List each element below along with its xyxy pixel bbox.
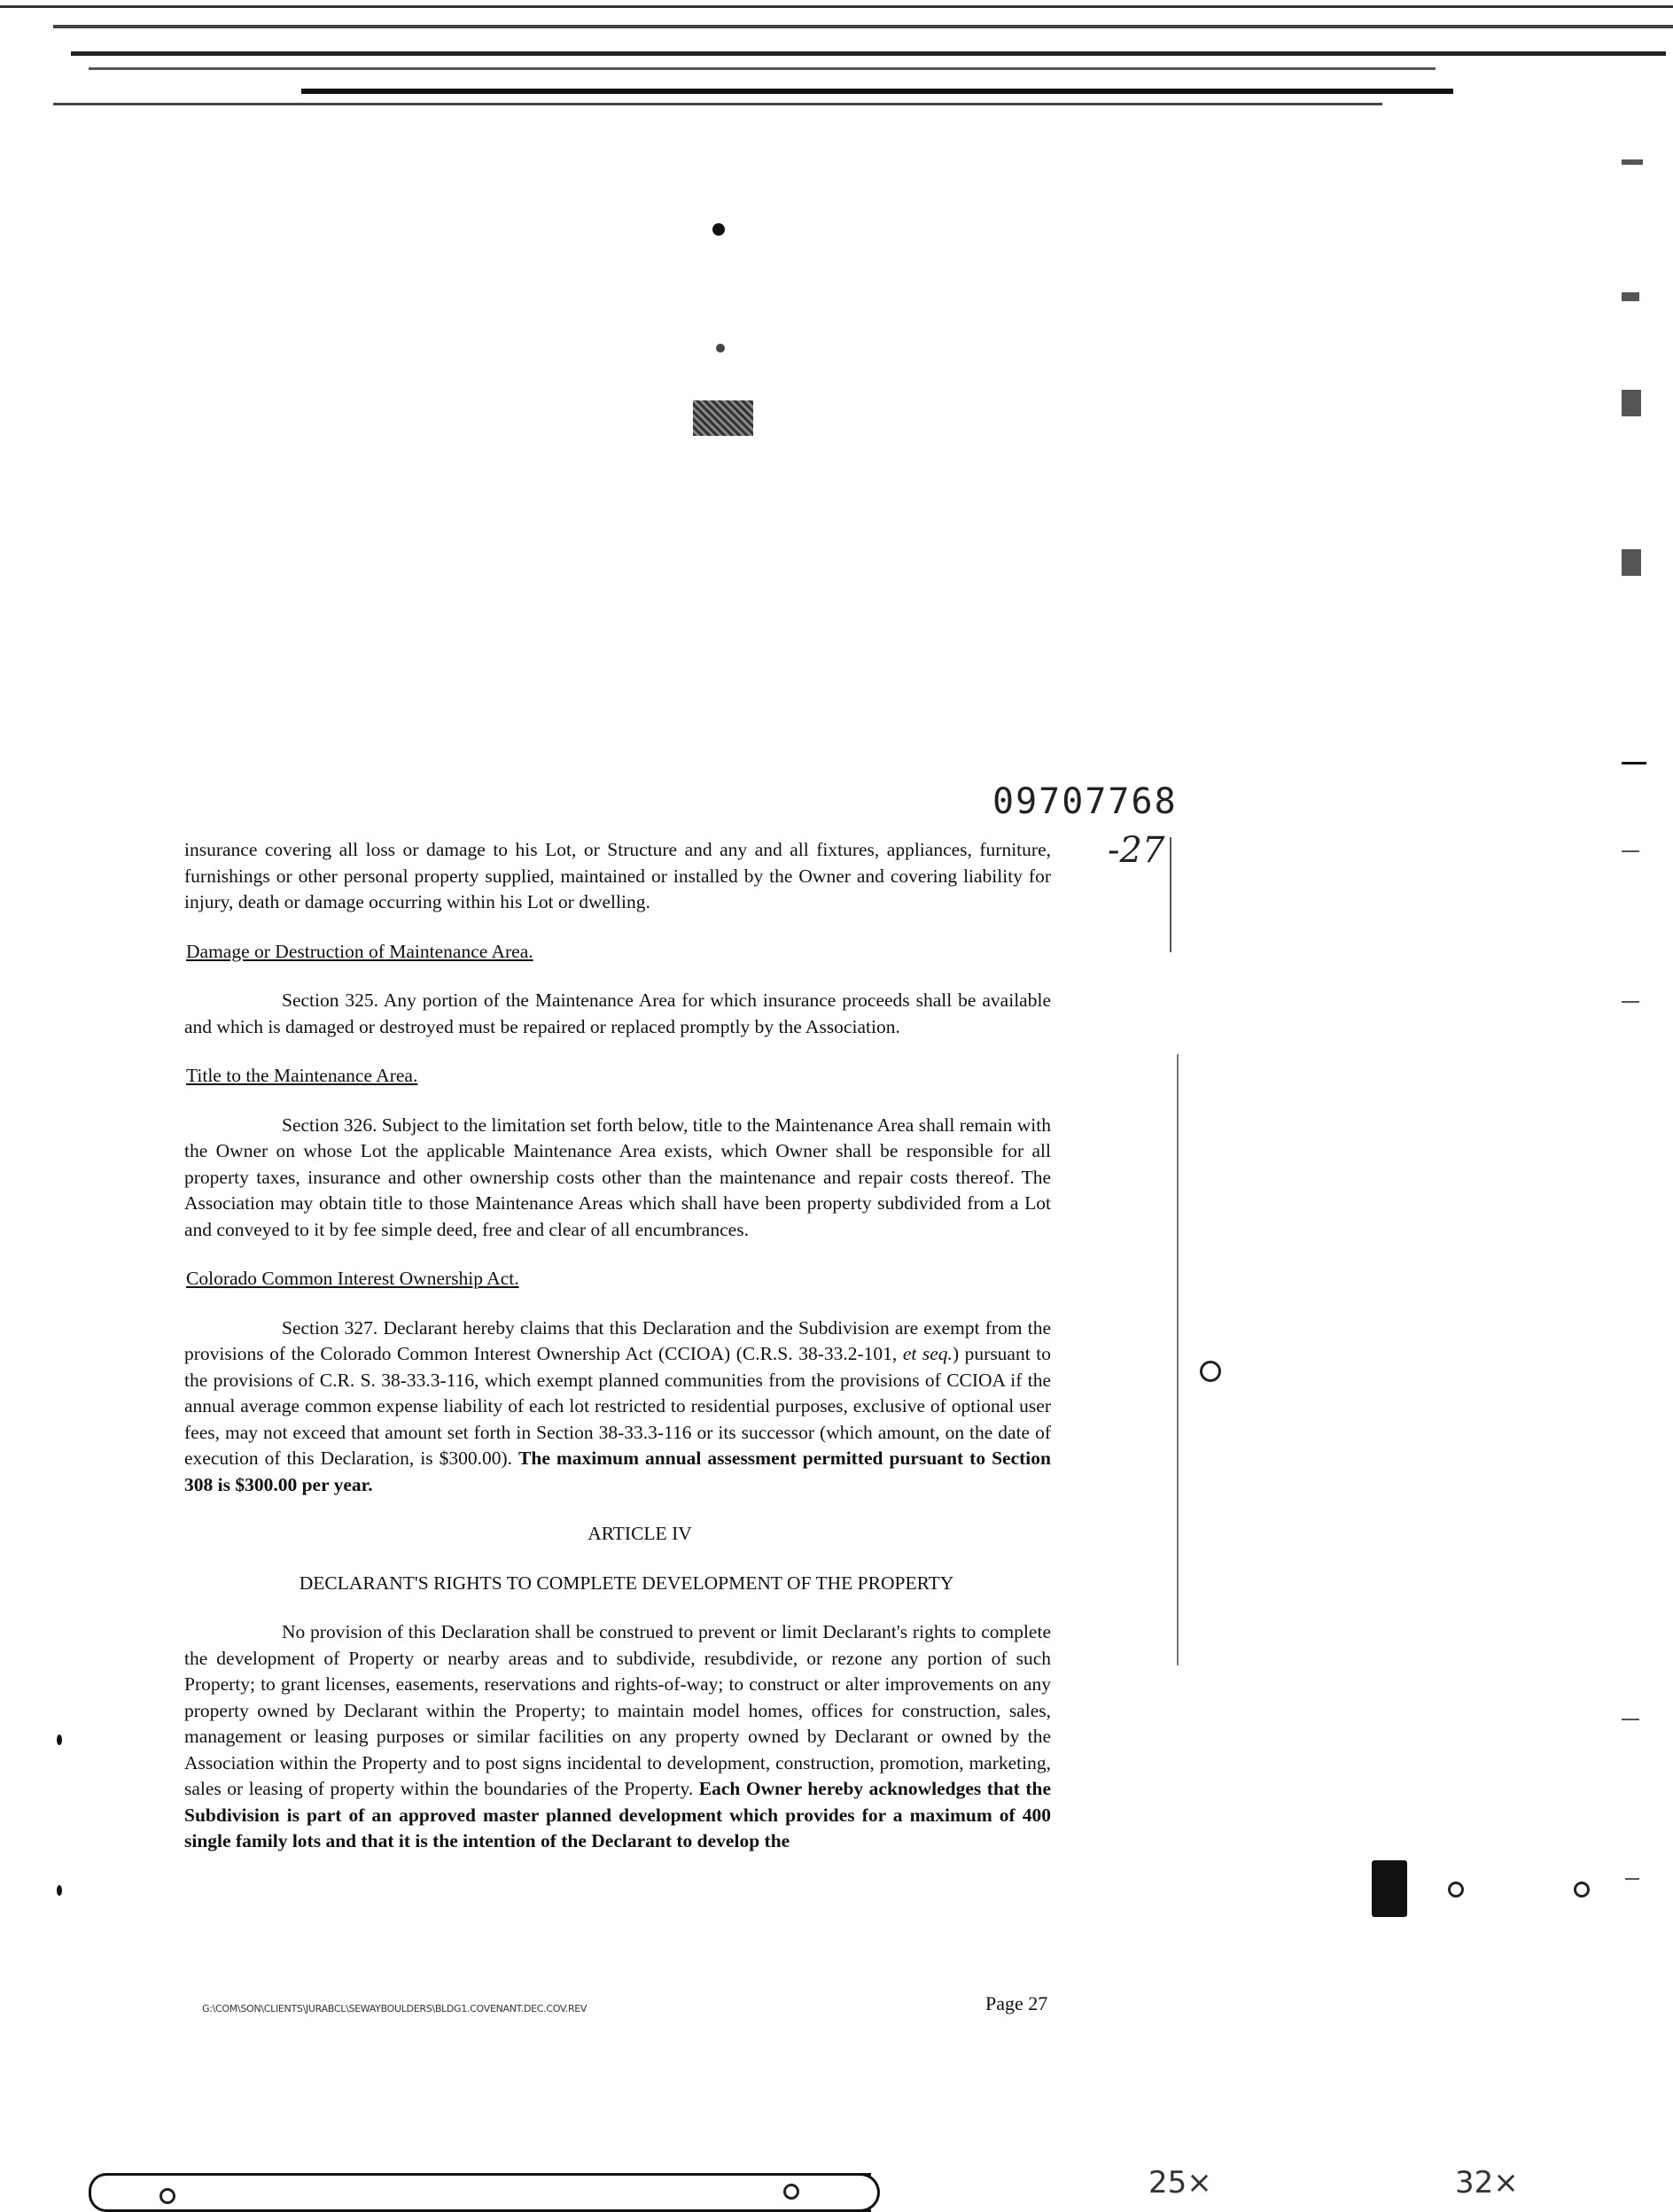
section-326: Section 326. Subject to the limitation set forth below, title to the Maintenance Area shall remain with the Owner on whose Lot the applicable Maintenance Area exists, which Owner shall be responsible for all property taxes, insurance and other ownership costs other than the maintenance and repair costs thereof. The Association may obtain title to those Maintenance Areas which shall have been property subdivided from a Lot and conveyed to it by fee simple deed, free and clear of all encumbrances. — [184, 1114, 1051, 1240]
scan-header-artifact — [0, 0, 1673, 124]
scan-smudge — [693, 400, 753, 436]
margin-rule — [1170, 837, 1171, 952]
scan-line — [53, 25, 1673, 28]
scan-line — [0, 5, 1673, 8]
film-label-left: 25× — [1148, 2165, 1212, 2200]
article-subtitle: DECLARANT'S RIGHTS TO COMPLETE DEVELOPMENT OF THE PROPERTY — [299, 1572, 954, 1594]
heading-title-maintenance-area: Title to the Maintenance Area. — [186, 1065, 418, 1086]
section-327-bold: The maximum annual assessment permitted pursuant to Section 308 is $300.00 per year. — [184, 1448, 1051, 1495]
section-327-text: Section 327. Declarant hereby claims that this Declaration and the Subdivision are exempt from the provisions of the Colorado Common Interest Ownership Act (CCIOA) (C.R.S. 38-33.2-101, — [184, 1316, 1051, 1364]
scan-ring — [1200, 1361, 1221, 1382]
handwritten-page-number: -27 — [1108, 830, 1165, 871]
margin-mark — [1622, 390, 1641, 416]
footer-file-path: G:\COM\SON\CLIENTS\JURABCL\SEWAYBOULDERS\BLDG1.COVENANT.DEC.COV.REV — [202, 2003, 587, 2014]
section-327-et-seq: et seq. — [902, 1343, 953, 1364]
document-number: 09707768 — [992, 781, 1178, 822]
scan-line — [53, 103, 1382, 105]
scan-line — [301, 89, 1453, 94]
section-327 — [184, 1316, 1051, 1499]
scan-line — [89, 67, 1436, 70]
margin-mark — [1622, 762, 1646, 764]
margin-mark — [1622, 549, 1641, 576]
margin-mark — [1622, 1001, 1639, 1003]
article-iv-bold: Each Owner hereby acknowledges that the Subdivision is part of an approved master planned development which provides for a maximum of 400 single family lots and that it is the intention of the Declarant to develop the — [184, 1778, 1051, 1851]
section-325: Section 325. Any portion of the Maintenance Area for which insurance proceeds shall be available and which is damaged or destroyed must be repaired or replaced promptly by the Association. — [184, 990, 1051, 1037]
margin-mark — [1622, 850, 1639, 852]
scan-line — [71, 51, 1666, 56]
heading-ccioa: Colorado Common Interest Ownership Act. — [186, 1268, 519, 1289]
scan-dot — [716, 344, 725, 353]
film-hole — [783, 2184, 799, 2200]
film-strip-frame-end — [851, 2173, 880, 2212]
margin-mark — [1622, 159, 1643, 165]
scan-dot — [712, 223, 725, 236]
margin-rule — [1177, 1054, 1179, 1665]
section-327-text-cont: ) pursuant to the provisions of C.R. S. 38-33.3-116, which exempt planned communities from the provisions of CCIOA if the annual average common expense liability of each lot restricted to residential purposes, exclusive of optional user fees, may not exceed that amount set forth in Section 38-33.3-116 or its successor (which amount, on the date of execution of this Declaration, is $300.00). — [184, 1343, 1051, 1469]
article-iv-text: No provision of this Declaration shall be construed to prevent or limit Declarant's rights to complete the development of Property or nearby areas and to subdivide, resubdivide, or rezone any portion of such Property; to grant licenses, easements, reservations and rights-of-way; to construct or alter improvements on any property owned by Declarant within the Property; to maintain model homes, offices for construction, sales, management or leasing purposes or similar facilities on any property owned by Declarant or owned by the Association within the Property and to post signs incidental to development, construction, promotion, marketing, sales or leasing of property within the boundaries of the Property. — [184, 1621, 1051, 1799]
article-title: ARTICLE IV — [587, 1523, 692, 1544]
heading-damage-destruction: Damage or Destruction of Maintenance Area. — [186, 940, 533, 962]
article-iv-paragraph — [184, 1619, 1051, 1855]
document-body — [184, 837, 1051, 1878]
margin-dot — [57, 1735, 62, 1745]
film-label-right: 32× — [1455, 2165, 1519, 2200]
margin-mark — [1625, 1878, 1639, 1880]
scan-black-block — [1372, 1860, 1407, 1917]
intro-paragraph: insurance covering all loss or damage to his Lot, or Structure and any and all fixtures, appliances, furniture, furnishings or other personal property supplied, maintained or installed by the Owner and covering liability for injury, death or damage occurring within his Lot or dwelling. — [184, 839, 1051, 912]
scan-ring — [1448, 1882, 1464, 1898]
film-strip-frame — [89, 2173, 871, 2212]
film-hole — [160, 2188, 175, 2204]
margin-mark — [1622, 292, 1639, 301]
margin-mark — [1622, 1719, 1639, 1720]
scan-ring — [1574, 1882, 1590, 1898]
margin-dot — [57, 1885, 62, 1896]
page-number: Page 27 — [985, 1992, 1048, 2014]
